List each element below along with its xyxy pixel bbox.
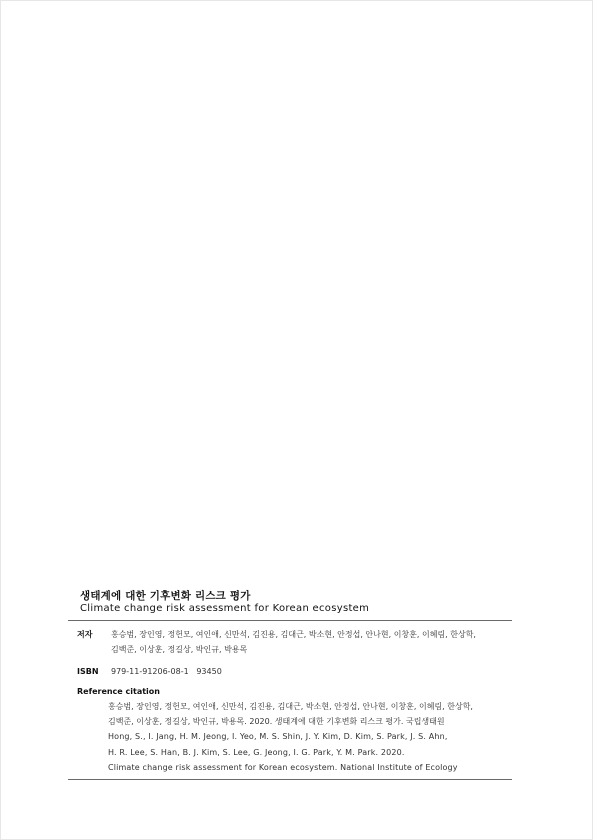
authors-label: 저자 xyxy=(77,630,93,639)
reference-citation-label: Reference citation xyxy=(77,687,160,696)
bottom-rule xyxy=(68,779,512,780)
colophon xyxy=(68,590,512,780)
citation-line: 홍승범, 장인영, 정헌모, 여인애, 신만석, 김진용, 김대근, 박소현, 안정섭, 안나현, 이창훈, 이혜림, 한상학, xyxy=(108,702,473,711)
citation-line: Climate change risk assessment for Korean ecosystem. National Institute of Ecology xyxy=(108,762,458,772)
authors-value xyxy=(111,627,512,657)
authors-line: 홍승범, 장인영, 정헌모, 여인애, 신만석, 김진용, 김대근, 박소현, 안정섭, 안나현, 이창훈, 이혜림, 한상학, xyxy=(111,630,476,639)
citation-line: Hong, S., I. Jang, H. M. Jeong, I. Yeo, M. S. Shin, J. Y. Kim, D. Kim, S. Park, J. S. Ahn, xyxy=(108,732,448,742)
top-rule xyxy=(68,620,512,621)
title-english: Climate change risk assessment for Korean ecosystem xyxy=(80,603,370,614)
isbn-label: ISBN xyxy=(77,667,99,676)
authors-row xyxy=(68,627,512,657)
citation-line: 김백준, 이상훈, 정길상, 박인규, 박용목. 2020. 생태계에 대한 기후변화 리스크 평가. 국립생태원 xyxy=(108,717,445,727)
reference-citation-text xyxy=(68,699,512,775)
citation-line: H. R. Lee, S. Han, B. J. Kim, S. Lee, G. Jeong, I. G. Park, Y. M. Park. 2020. xyxy=(108,747,405,757)
authors-line: 김백준, 이상훈, 정길상, 박인규, 박용목 xyxy=(111,645,248,654)
isbn-row xyxy=(68,664,512,679)
isbn-value: 979-11-91206-08-1 93450 xyxy=(111,667,222,676)
title-korean: 생태계에 대한 기후변화 리스크 평가 xyxy=(80,590,251,602)
